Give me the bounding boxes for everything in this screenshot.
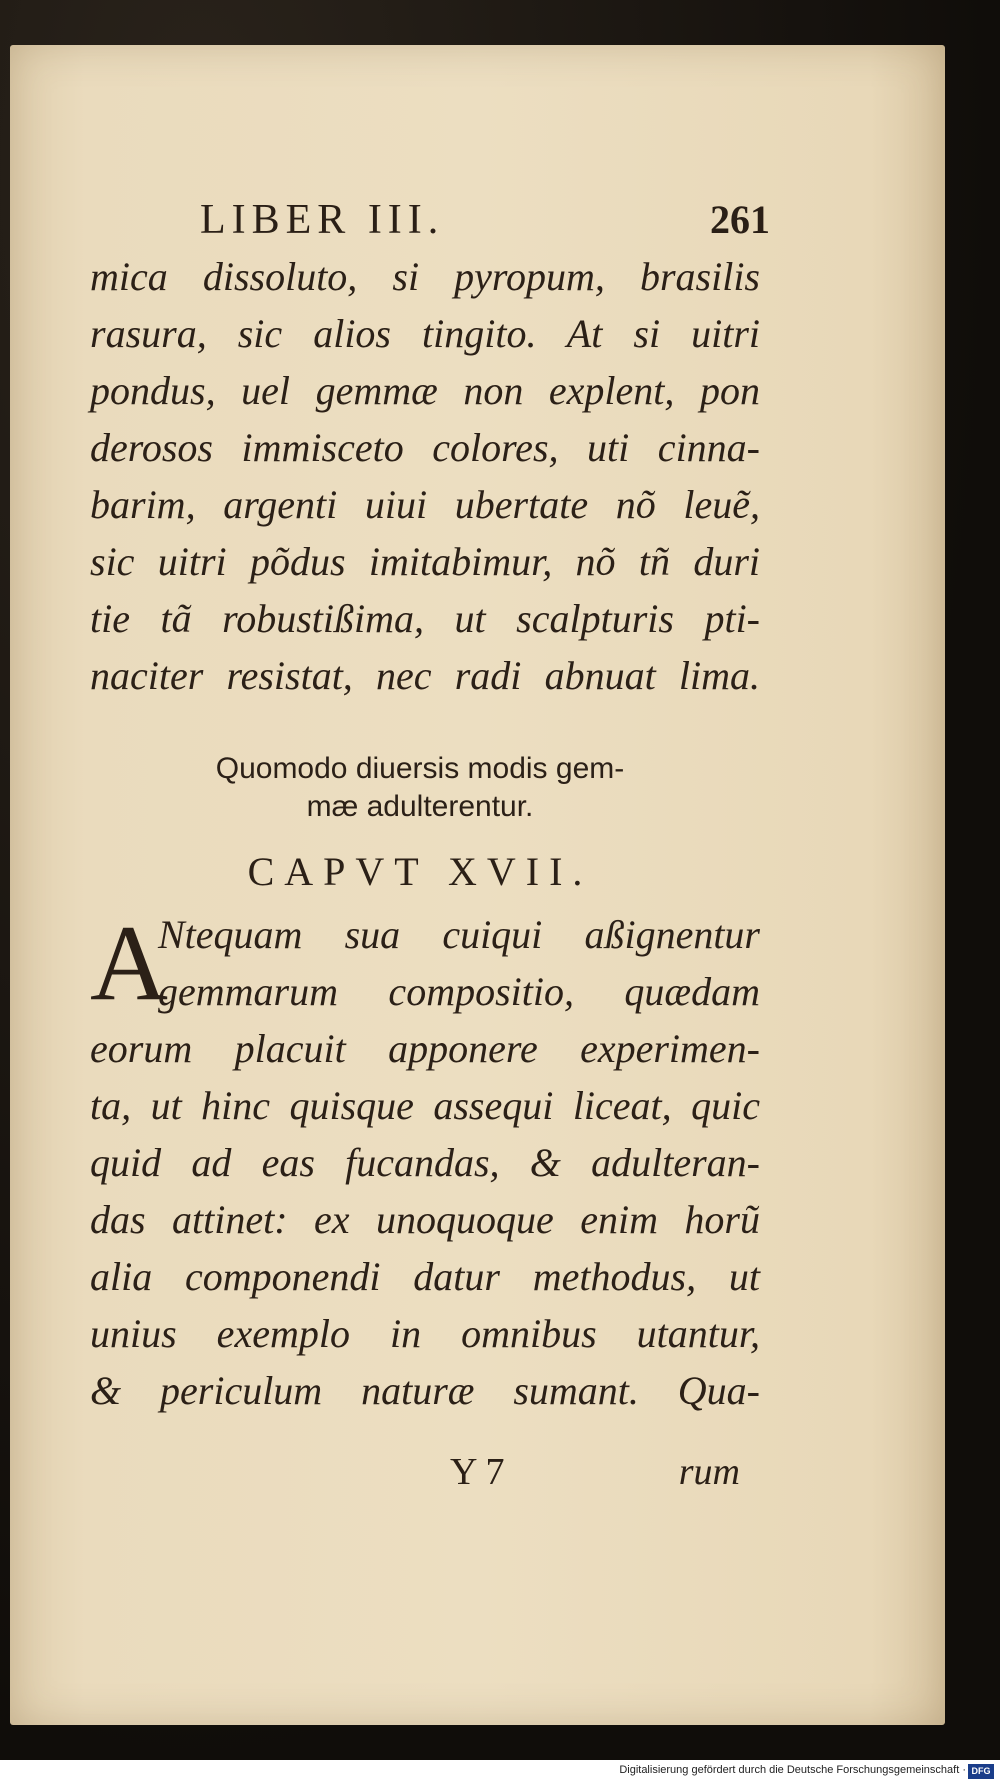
- text-line: gemmarum compositio, quædam: [158, 969, 760, 1014]
- page-number: 261: [710, 197, 770, 242]
- text-line: rasura, sic alios tingito. At si uitri: [90, 311, 760, 356]
- text-line: ta, ut hinc quisque assequi liceat, quic: [90, 1083, 760, 1128]
- text-line: Ntequam sua cuiqui aßignentur: [158, 912, 760, 957]
- text-line: sic uitri põdus imitabimur, nõ tñ duri: [90, 539, 760, 584]
- text-line: alia componendi datur methodus, ut: [90, 1254, 760, 1299]
- chapter-text: [90, 906, 760, 1419]
- chapter-title: CAPVT XVII.: [247, 849, 593, 894]
- text-line: eorum placuit apponere experimen-: [90, 1026, 760, 1071]
- text-line: derosos immisceto colores, uti cinna-: [90, 425, 760, 470]
- page-header: [200, 196, 770, 246]
- running-title: LIBER III.: [200, 197, 445, 243]
- text-line: naciter resistat, nec radi abnuat lima.: [90, 653, 760, 698]
- text-line: quid ad eas fucandas, & adulteran-: [90, 1140, 760, 1185]
- page-foot: [440, 1450, 740, 1510]
- text-line: unius exemplo in omnibus utantur,: [90, 1311, 760, 1356]
- section-heading: [150, 750, 690, 826]
- text-line: pondus, uel gemmæ non explent, pon: [90, 368, 760, 413]
- text-line: tie tã robustißima, ut scalpturis pti-: [90, 596, 760, 641]
- text-line: mica dissoluto, si pyropum, brasilis: [90, 254, 760, 299]
- digitization-credit: Digitalisierung gefördert durch die Deutsche Forschungsgemeinschaft ·: [619, 1764, 966, 1776]
- section-heading-line: Quomodo diuersis modis gem-: [215, 752, 625, 785]
- text-line: barim, argenti uiui ubertate nõ leuẽ,: [90, 482, 760, 527]
- dfg-logo: DFG: [968, 1764, 994, 1779]
- credit-bar: [0, 1760, 1000, 1784]
- drop-initial: A: [90, 904, 168, 1023]
- text-line: das attinet: ex unoquoque enim horũ: [90, 1197, 760, 1242]
- body-text: [90, 248, 760, 704]
- section-heading-line: mæ adulterentur.: [306, 790, 534, 823]
- text-line: & periculum naturæ sumant. Qua-: [90, 1368, 760, 1413]
- initial-lines: [158, 906, 760, 1020]
- signature-mark: Y 7: [450, 1451, 505, 1493]
- catchword: rum: [678, 1451, 740, 1493]
